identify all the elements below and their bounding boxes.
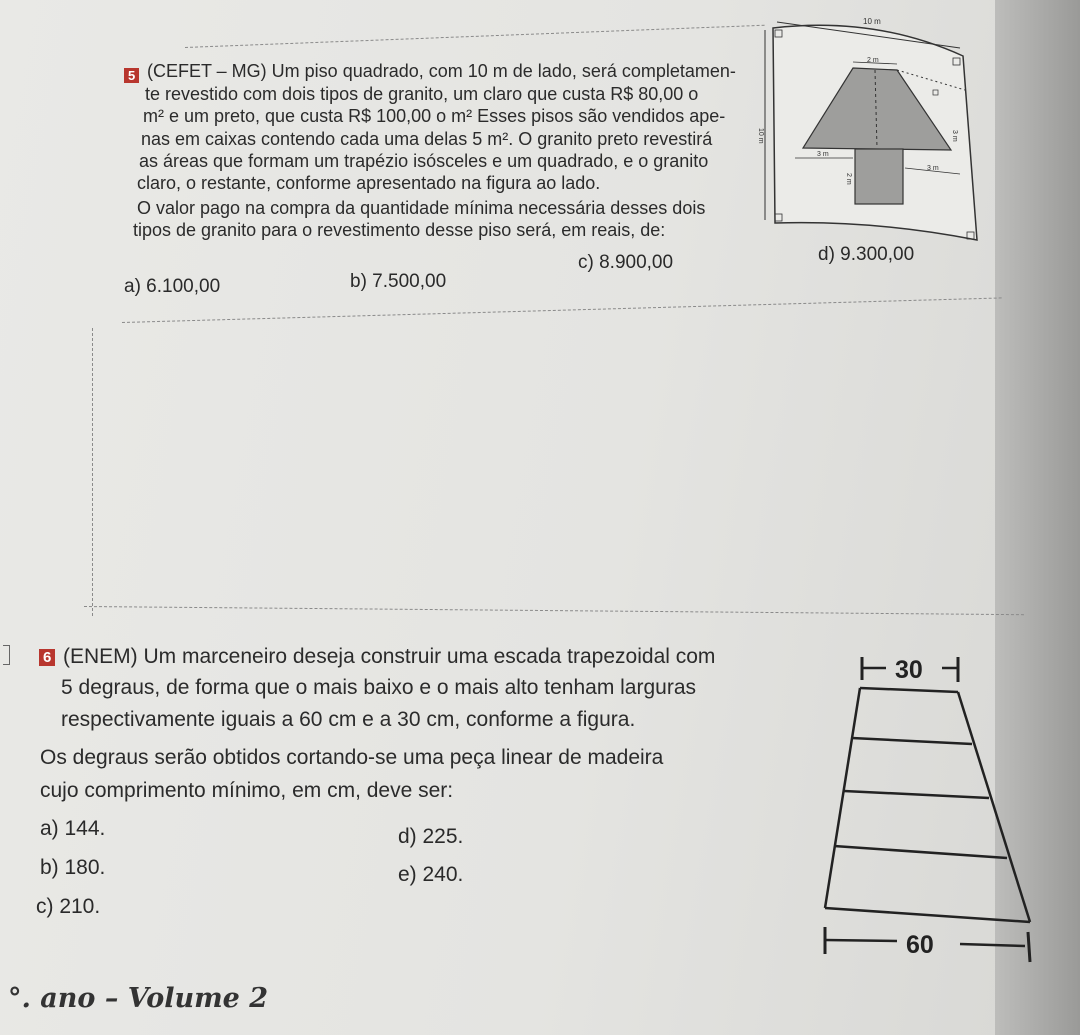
dim-left: 10 m bbox=[757, 128, 764, 144]
option-c[interactable]: c) 210. bbox=[36, 895, 101, 918]
option-d[interactable]: d) 225. bbox=[398, 825, 464, 848]
dim-right: 3 m bbox=[951, 130, 958, 142]
option-a[interactable]: a) 144. bbox=[40, 817, 106, 840]
option-a[interactable]: a) 6.100,00 bbox=[124, 276, 221, 297]
question-text-line: m² e um preto, que custa R$ 100,00 o m² Esses pisos são vendidos ape- bbox=[143, 106, 726, 126]
question-text-line: nas em caixas contendo cada uma delas 5 m². O granito preto revestirá bbox=[141, 129, 713, 149]
question-text-line: claro, o restante, conforme apresentado na figura ao lado. bbox=[137, 173, 601, 193]
bottom-width-label: 60 bbox=[906, 931, 934, 959]
ladder-step bbox=[825, 908, 1030, 922]
ladder-left-rail bbox=[825, 688, 860, 908]
floor-figure bbox=[755, 8, 995, 268]
ladder-step bbox=[844, 791, 989, 798]
option-b[interactable]: b) 7.500,00 bbox=[350, 271, 447, 292]
dim-square: 2 m bbox=[845, 173, 852, 185]
question-text-line: te revestido com dois tipos de granito, um claro que custa R$ 80,00 o bbox=[145, 84, 699, 104]
ladder-step bbox=[860, 688, 958, 692]
dim-top: 10 m bbox=[863, 17, 881, 26]
ladder-step bbox=[834, 846, 1007, 858]
margin-marker bbox=[3, 645, 10, 665]
question-text-line: Os degraus serão obtidos cortando-se uma peça linear de madeira bbox=[40, 746, 664, 769]
top-width-label: 30 bbox=[895, 656, 923, 684]
question-number: 5 bbox=[124, 68, 139, 83]
question-text-line: respectivamente iguais a 60 cm e a 30 cm, conforme a figura. bbox=[61, 708, 636, 731]
option-b[interactable]: b) 180. bbox=[40, 856, 106, 879]
option-d[interactable]: d) 9.300,00 bbox=[818, 244, 915, 265]
dim-bottom-right: 3 m bbox=[927, 165, 939, 172]
square-dark bbox=[855, 149, 903, 204]
option-c[interactable]: c) 8.900,00 bbox=[578, 252, 674, 273]
ladder-figure bbox=[800, 640, 1050, 970]
dim-bottom-left: 3 m bbox=[817, 151, 829, 158]
answer-box-left bbox=[92, 328, 93, 616]
option-e[interactable]: e) 240. bbox=[398, 863, 464, 886]
question-text-line: cujo comprimento mínimo, em cm, deve ser: bbox=[40, 779, 454, 802]
ladder-right-rail bbox=[958, 692, 1030, 922]
question-text-line: (ENEM) Um marceneiro deseja construir uma escada trapezoidal com bbox=[63, 645, 716, 668]
question-number: 6 bbox=[39, 649, 55, 666]
footer-volume: °. ano – Volume 2 bbox=[8, 983, 269, 1014]
question-text-line: as áreas que formam um trapézio isósceles e um quadrado, e o granito bbox=[139, 151, 709, 171]
ladder-step bbox=[852, 738, 972, 744]
dim-trap-top: 2 m bbox=[867, 57, 879, 64]
question-text-line: (CEFET – MG) Um piso quadrado, com 10 m de lado, será completamen- bbox=[147, 61, 736, 81]
question-text-line: 5 degraus, de forma que o mais baixo e o mais alto tenham larguras bbox=[61, 676, 697, 699]
question-text-line: O valor pago na compra da quantidade mínima necessária desses dois bbox=[137, 198, 706, 218]
question-text-line: tipos de granito para o revestimento desse piso será, em reais, de: bbox=[133, 220, 666, 240]
